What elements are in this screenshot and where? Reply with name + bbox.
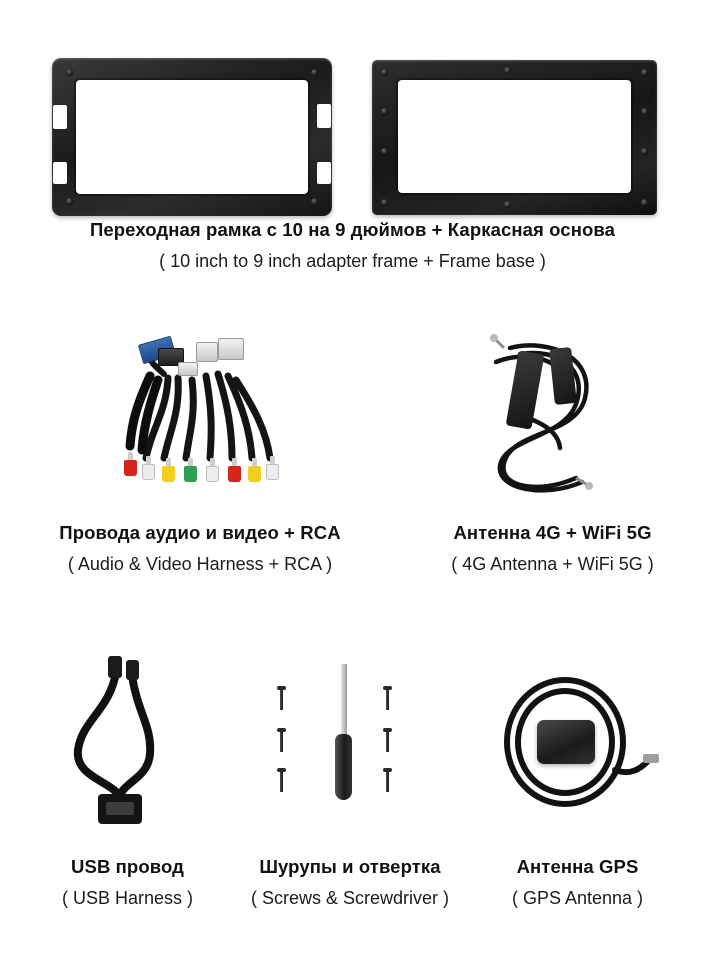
screws-caption: [235, 855, 465, 911]
frames-image-row: [0, 28, 705, 213]
rca-plug-white-3: [266, 456, 279, 480]
frames-caption-ru: Переходная рамка с 10 на 9 дюймов + Каркасная основа: [90, 219, 615, 240]
usb-caption: [20, 855, 235, 911]
white-connector-2: [218, 338, 244, 360]
screw-5: [383, 728, 392, 752]
usb-harness-image: [20, 650, 235, 845]
screws-caption-ru: Шурупы и отвертка: [259, 856, 441, 877]
section-accessories: [0, 650, 705, 950]
gps-antenna-image: [465, 650, 690, 845]
harness-caption: [0, 521, 400, 577]
harness-caption-en: ( Audio & Video Harness + RCA ): [67, 554, 333, 575]
rca-plug-red-1: [124, 452, 137, 476]
rca-plug-white-1: [142, 456, 155, 480]
antenna-caption: [400, 521, 705, 577]
section-harness-antenna: [0, 318, 705, 608]
screwdriver-handle: [335, 734, 352, 800]
screw-2: [277, 728, 286, 752]
section-frames: [0, 0, 705, 300]
rca-plug-red-2: [228, 458, 241, 482]
screw-6: [383, 768, 392, 792]
screw-4: [383, 686, 392, 710]
screws-caption-en: ( Screws & Screwdriver ): [250, 888, 450, 909]
adapter-frame-10-to-9-image: [52, 58, 332, 216]
screw-3: [277, 768, 286, 792]
frames-caption: [0, 218, 705, 274]
white-connector-3: [178, 362, 198, 376]
screws-screwdriver-image: [235, 650, 465, 845]
harness-caption-ru: Провода аудио и видео + RCA: [59, 522, 341, 543]
gps-caption-en: ( GPS Antenna ): [511, 888, 644, 909]
audio-video-harness-image: [0, 318, 400, 513]
screwdriver-shaft: [341, 664, 347, 736]
rca-plug-yellow-1: [162, 458, 175, 482]
gps-puck: [537, 720, 595, 764]
antenna-caption-en: ( 4G Antenna + WiFi 5G ): [451, 554, 654, 575]
gps-caption: [465, 855, 690, 911]
gps-caption-ru: Антенна GPS: [516, 856, 639, 877]
frames-caption-en: ( 10 inch to 9 inch adapter frame + Frame base ): [159, 251, 546, 272]
4g-wifi-antenna-image: [400, 318, 705, 513]
rca-plug-green: [184, 458, 197, 482]
frame-base-image: [372, 60, 657, 215]
usb-caption-ru: USB провод: [71, 856, 184, 877]
rca-plug-white-2: [206, 458, 219, 482]
antenna-caption-ru: Антенна 4G + WiFi 5G: [453, 522, 652, 543]
usb-caption-en: ( USB Harness ): [61, 888, 194, 909]
rca-plug-yellow-2: [248, 458, 261, 482]
white-connector-1: [196, 342, 218, 362]
screw-1: [277, 686, 286, 710]
